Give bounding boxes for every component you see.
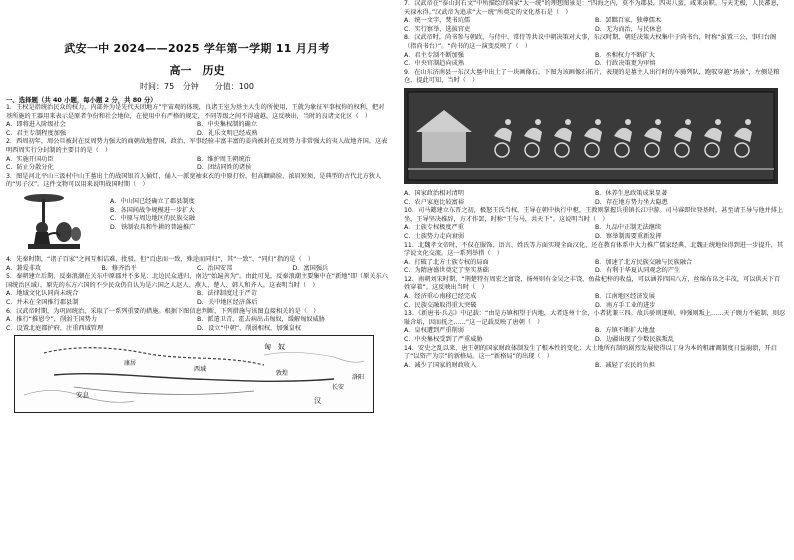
answer-option[interactable]: A．经济重心南移已经完成 xyxy=(404,293,477,301)
answer-option[interactable]: A．减少了国家的财政收入 xyxy=(404,361,477,369)
answer-option[interactable]: D．察举制需要重新发挥 xyxy=(595,232,662,240)
answer-option[interactable]: C．治国安邦 xyxy=(197,264,233,272)
answer-option[interactable]: B．江南地区经济发展 xyxy=(595,293,655,301)
left-questions xyxy=(6,104,388,419)
left-column xyxy=(6,0,388,560)
answer-options xyxy=(6,121,388,138)
question-stem: 9．在山东济南县一东汉大墓中出土了一块画像石。下图为该画像石拓片，表现的是墓主人出行时的车骑列队，跑驭穿越“场景”，左侧是粮仓，提此可知，当时（ ） xyxy=(404,68,780,85)
question xyxy=(6,104,388,138)
answer-option[interactable]: A．皇权遭到严重削弱 xyxy=(404,327,464,335)
answer-options xyxy=(6,156,388,173)
answer-option[interactable]: D．有利于华夏认同观念的产生 xyxy=(595,267,681,275)
answer-option[interactable]: D．行政决策更为审慎 xyxy=(595,60,656,68)
question-stem: 1．王权是指统治民众的权力，内部外为是先代天团地方”宇宙观的体现，良诸王室为基主人生的所使用，王就为象征军事权你的权利，把对基所施的王器用来表示是原者争份和社会地位，在使用中有严格的规定，不同等级之间不得逾越。这反映出，当时的良诸文化区（ ） xyxy=(6,104,385,120)
answer-option[interactable]: B．加速了北方民族交融与民族融合 xyxy=(595,258,693,266)
answer-options xyxy=(404,224,786,241)
answer-option[interactable]: B．九品中正制无法继续 xyxy=(595,224,662,232)
answer-option[interactable]: D．存在地方势力坐大隐患 xyxy=(595,198,668,206)
right-column xyxy=(404,0,786,560)
answer-option[interactable]: B．维护周王朝统治 xyxy=(197,155,251,163)
answer-option[interactable]: B．方镇不断扩大地盘 xyxy=(595,327,655,335)
answer-option[interactable]: D．边疆出现了少数民族叛乱 xyxy=(595,336,675,344)
answer-option[interactable]: D．无为而治，与民休息 xyxy=(595,25,662,33)
answer-options xyxy=(6,316,388,333)
question xyxy=(6,138,388,172)
answer-option[interactable]: A．打破了北方士族专权的局面 xyxy=(404,258,489,266)
answer-options xyxy=(404,259,786,276)
question xyxy=(404,242,786,276)
map-label-han: 汉 xyxy=(314,397,321,406)
question-stem: 12．南朝刘宋时期，“荆楚特有周宏之富饶，扬州则有金吴之丰饶，鱼盐杞梓的收益，可以涵养四国八方，丝绵布帛之丰茂，可以供天下百姓穿着”。这反映出当时（ ） xyxy=(404,275,781,292)
answer-option[interactable]: D．富国强兵 xyxy=(292,264,329,272)
answer-options xyxy=(6,265,388,274)
answer-options xyxy=(404,52,786,69)
answer-option[interactable]: C．中央集权受到了严重威胁 xyxy=(404,336,483,344)
question-stem: 7．汉武帝在“泰山封石文”中所描绘的国家“大一统”的理想图景是：“四海之内，莫不为郡县，四夷八蛮，咸来贡职。与天无极，人民蕃息，天禄永得。”汉武帝为追求“大一统”所奠定的文化基石是（ ） xyxy=(404,0,783,16)
answer-option[interactable]: B．各国间战争规模进一步扩大 xyxy=(110,206,195,214)
answer-options xyxy=(404,293,786,310)
question-stem: 13．《新唐书·兵志》中记载：“由是方镇相望于内地，大者连州十余，小者犹兼三四。故兵骄则逐帅，帅强则叛上……天子顾力不能制，则忍耻含垢，因而抚之……”这一记载反映了唐朝（ ） xyxy=(404,310,786,326)
answer-options xyxy=(404,362,786,371)
answer-option[interactable]: B．罢黜百家，独尊儒术 xyxy=(595,17,662,25)
answer-option[interactable]: B．丞相权力不断扩大 xyxy=(595,51,655,59)
stone-rubbing-figure xyxy=(404,88,778,184)
answer-option[interactable]: C．并未在全国推行郡县制 xyxy=(6,298,79,306)
question xyxy=(404,310,786,344)
question xyxy=(6,273,388,307)
map-label-dunhuang: 敦煌 xyxy=(276,370,289,378)
answer-option[interactable]: C．君主专制程度加强 xyxy=(6,129,67,137)
question-stem: 3．图是河北平山三汲村中山王墓出土的战国银首人俑灯，俑人一派宽袖束衣的中原打扮，但高颧扁脸，浓眉短须，是典型的古代北方狄人的“男子汉”。这件文物可以用来说明战国时期（ ） xyxy=(6,172,382,189)
answer-option[interactable]: A．君主专制不断加强 xyxy=(404,51,464,59)
answer-option[interactable]: A．统一文字，焚书坑儒 xyxy=(404,17,471,25)
silk-road-map xyxy=(14,335,374,413)
answer-option[interactable]: B．中央集权制的确立 xyxy=(197,121,257,129)
lamp-figure xyxy=(6,192,86,254)
exam-meta: 时间：75 分钟 分值：100 xyxy=(140,82,254,91)
answer-option[interactable]: C．实行察举，选拔官吏 xyxy=(404,25,471,33)
map-label-luoyang: 洛阳 xyxy=(352,374,365,382)
question xyxy=(404,34,786,68)
answer-option[interactable]: B．法律制度过于严苛 xyxy=(197,290,257,298)
answer-option[interactable]: A．即将进入阶级社会 xyxy=(6,121,66,129)
answer-option[interactable]: A．兼爱非攻 xyxy=(6,264,42,272)
answer-option[interactable]: A．士族专权极度严重 xyxy=(404,224,464,232)
map-label-changan: 长安 xyxy=(332,384,345,392)
answer-option[interactable]: C．农户家庭比较富裕 xyxy=(404,198,465,206)
answer-option[interactable]: A．实施开国功臣 xyxy=(6,155,54,163)
question xyxy=(404,69,786,207)
answer-option[interactable]: B．修齐治平 xyxy=(101,264,137,272)
answer-option[interactable]: D．礼乐文明已经成熟 xyxy=(197,129,258,137)
answer-option[interactable]: C．为隋唐盛世奠定了坚实基础 xyxy=(404,267,489,275)
map-label-kangju: 康居 xyxy=(124,360,137,368)
question xyxy=(404,207,786,241)
answer-options xyxy=(404,17,786,34)
answer-options xyxy=(110,198,195,232)
answer-option[interactable]: A．推行“推恩令”，削弱王国势力 xyxy=(6,316,98,324)
answer-option[interactable]: D．铁制农具和牛耕的普遍推广 xyxy=(110,223,196,231)
answer-option[interactable]: D．关中地区经济落后 xyxy=(197,298,258,306)
question-stem: 10．司马懿建立东晋之初，极怒王氏当权，王导在朝中执行中枢，王敦则掌握兵重镇长江中游。司马睿即位登基时，甚至请王导与他并排上坐，王导坚决推辞，方才作罢，时称“王与马，共天下”。这说明当时（ ） xyxy=(404,207,784,223)
answer-option[interactable]: C．民族交融取得重大突破 xyxy=(404,301,477,309)
question-stem: 8．汉武帝时，尚书参与朝政，与侍中、常侍等共议中朝决策对大事，东汉时期，朝廷决策大权集中于尚书台，时称“虽置三公，事归台阁（指尚书台）”。“尚书的这一演变反映了（ ） xyxy=(404,34,777,50)
answer-option[interactable]: C．士族势力走向衰弱 xyxy=(404,232,465,240)
answer-options xyxy=(404,190,786,207)
question xyxy=(404,276,786,310)
question xyxy=(6,173,388,254)
answer-option[interactable]: C．防止分散分化 xyxy=(6,164,54,172)
question-stem: 11．北魏孝文帝时，不仅在服饰、语言、姓氏等方面实现全面汉化，还在教育体系中大力推广儒家经典，北魏正统地位得到进一步提升，其学说文化交流。这一系列举措（ ） xyxy=(404,241,784,258)
answer-option[interactable]: A．国家政治相对清明 xyxy=(404,189,464,197)
question-stem: 2．西周初年，周公旦被封在反周势力强大的商朝故地曹国，政治、军事经验丰富丰富的姜尚被封在反周势力非常强大的夷人故地齐国。这表明西周实行分封制的主要目的是（ ） xyxy=(6,138,388,154)
answer-option[interactable]: A．中山国已经确立了郡县制度 xyxy=(110,197,195,205)
answer-option[interactable]: B．减轻了农民的负担 xyxy=(595,361,655,369)
answer-option[interactable]: C．设置北庭都护府，注重西域管理 xyxy=(6,324,104,332)
map-label-xiongnu: 匈 奴 xyxy=(264,343,285,352)
answer-options xyxy=(404,327,786,344)
answer-option[interactable]: C．中原与周边地区的民族交融 xyxy=(110,215,195,223)
answer-option[interactable]: D．南方手工业的进步 xyxy=(595,301,656,309)
section-heading: 一、选择题（共 40 小题，每小题 2 分，共 80 分） xyxy=(6,96,157,104)
answer-options xyxy=(6,290,388,307)
right-questions xyxy=(404,0,786,370)
question xyxy=(6,256,388,273)
answer-option[interactable]: A．地域文化认同尚未统合 xyxy=(6,290,79,298)
map-label-xiyu: 西域 xyxy=(194,366,207,374)
answer-option[interactable]: D．设立“中朝”，削弱相权，加强皇权 xyxy=(197,324,301,332)
question-stem: 5．秦朝建立后期，反秦浪潮在关东中原郡并不多见：北边民众逃归，南边“始遍善为”。由此可见，反秦浪潮主要集中在“新地”即（原关东六国统治区域）。原先的东方六国的不少民众仍自认为是六国之人赵人、燕人、楚人、韩人和齐人。这表明当时（ ） xyxy=(6,273,388,289)
question xyxy=(404,0,786,34)
answer-option[interactable]: C．中央官制趋向成熟 xyxy=(404,60,465,68)
question-stem: 14．安史之乱以来，唐王朝的国家财政体制发生了根本性的变化；大土地所有制的剧烈发展使得以丁身为本的租庸调制度日益崩溃，开启了“以资产为宗”的新格局。这一“新格局”的出现（ ） xyxy=(404,344,777,361)
question xyxy=(6,308,388,420)
answer-option[interactable]: B．休养生息政策成果显著 xyxy=(595,189,668,197)
map-label-anxi: 安息 xyxy=(76,391,89,400)
question-stem: 4．先秦时期，“诸子百家”之间互相诘难、批驳，但“百虑而一致，殊途而同归”，其“一致”、“同归”指的是（ ） xyxy=(6,255,315,263)
answer-option[interactable]: D．团结同姓的诸侯 xyxy=(197,164,252,172)
exam-title: 武安一中 2024——2025 学年第一学期 11 月月考 xyxy=(64,42,330,55)
question-stem: 6．汉武帝时期，为巩固统治，采取了一系列重要的措施。根据下图信息判断，下列措施与该图直接相关的是（ ） xyxy=(6,307,320,315)
answer-option[interactable]: B．派遣卫青、霍去病出击匈奴，缓解匈奴威胁 xyxy=(197,316,325,324)
exam-subtitle: 高一 历史 xyxy=(169,64,225,77)
question xyxy=(404,345,786,371)
